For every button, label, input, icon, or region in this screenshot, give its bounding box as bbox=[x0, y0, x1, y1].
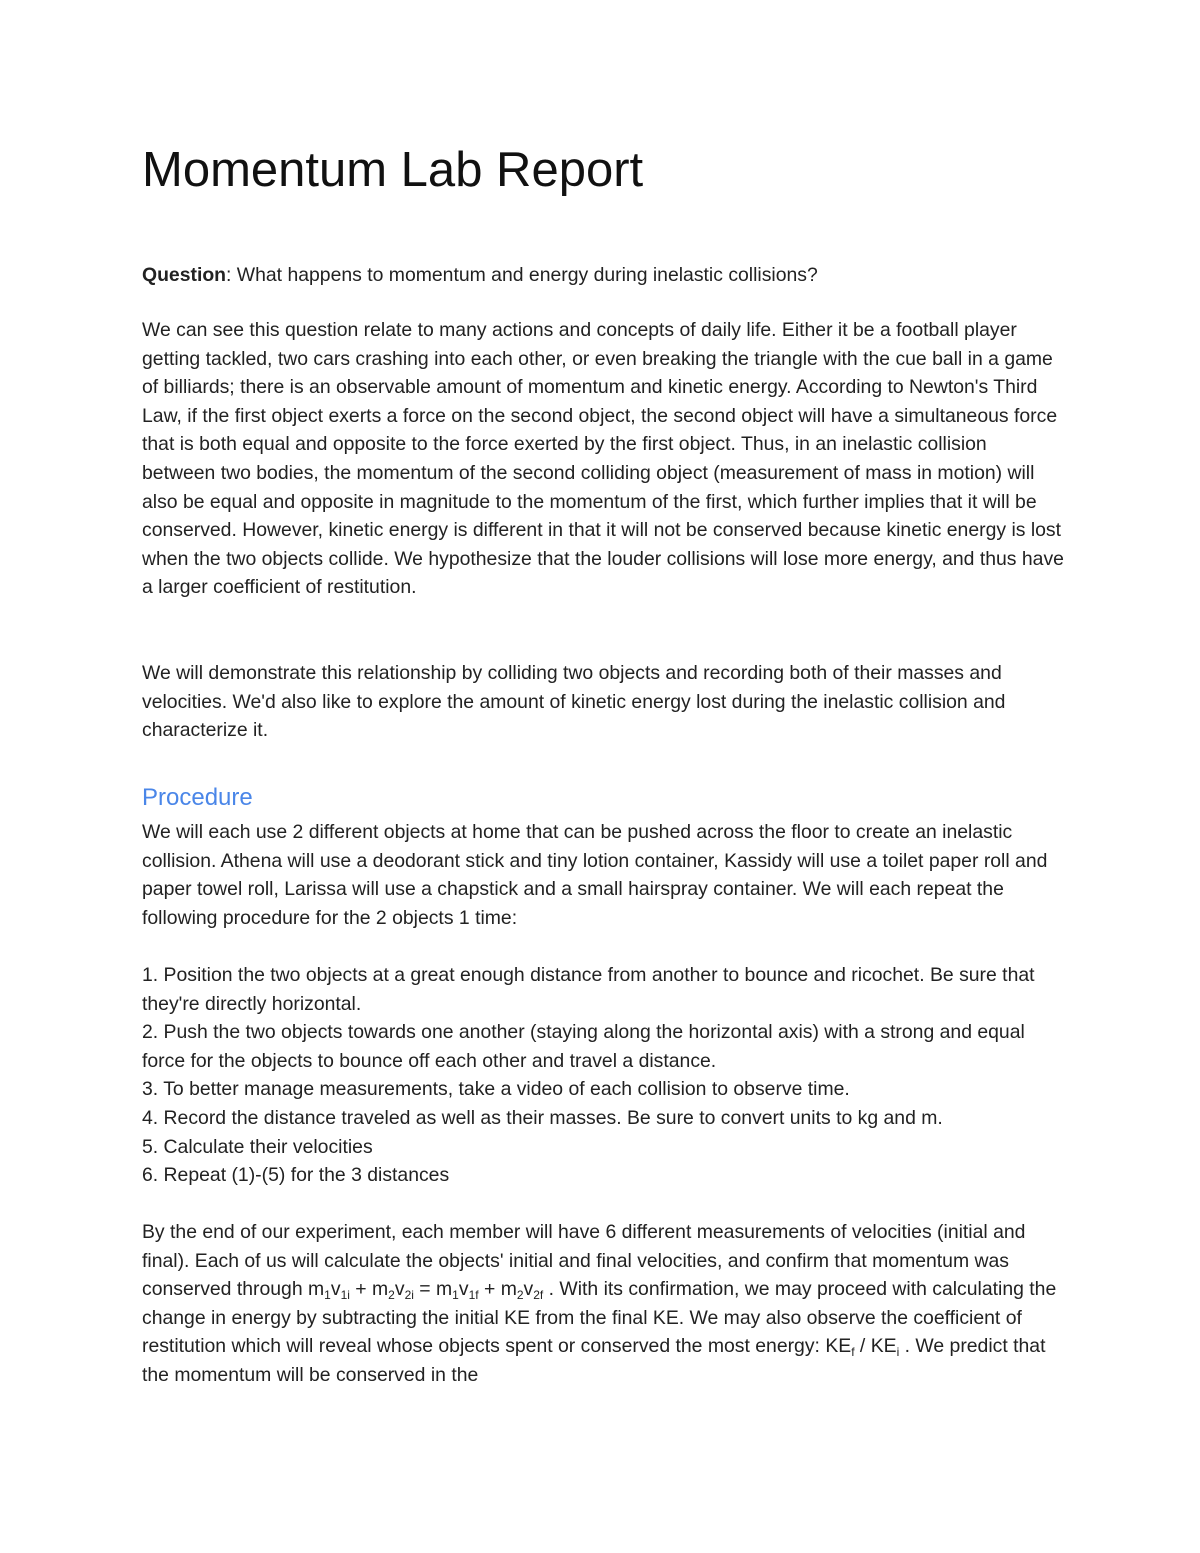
closing-text-2: . With its confirmation, we may proceed with calculating the change in energy by subtracting the initial KE from the final KE. We may also observe the coefficient of restitution which will reveal whose objects spent or conserved the most energy: bbox=[142, 1278, 1057, 1358]
procedure-step: 6. Repeat (1)-(5) for the 3 distances bbox=[142, 1164, 450, 1187]
procedure-step: 4. Record the distance traveled as well as their masses. Be sure to convert units to kg and m. bbox=[142, 1106, 943, 1129]
closing-text-1: By the end of our experiment, each member will have 6 different measurements of velocities (initial and final). Each of us will calculate the objects' initial and final velocities, and confirm that momentum was conserved through bbox=[142, 1221, 1026, 1301]
momentum-formula: $m_1v_{1i} + m_2v_{2i} = m_1v_{1f} + m_2v_{2f}$ bbox=[308, 1278, 544, 1303]
procedure-step: 3. To better manage measurements, take a video of each collision to observe time. bbox=[142, 1078, 850, 1101]
procedure-step: 5. Calculate their velocities bbox=[142, 1135, 373, 1158]
closing-text-3: . We predict that the momentum will be conserved in the bbox=[142, 1335, 1046, 1386]
procedure-heading: Procedure bbox=[142, 784, 253, 811]
restitution-formula: $KE_f / KE_i$ bbox=[825, 1335, 900, 1360]
question-paragraph bbox=[142, 261, 1064, 290]
question-text: : What happens to momentum and energy during inelastic collisions? bbox=[226, 264, 818, 286]
procedure-intro: We will each use 2 different objects at home that can be pushed across the floor to create an inelastic collision. Athena will use a deodorant stick and tiny lotion container, Kassidy will use a toilet paper roll and paper towel roll, Larissa will use a chapstick and a small hairspray container. We will each repeat the following procedure for the 2 objects 1 time: bbox=[142, 821, 1048, 929]
procedure-step: 1. Position the two objects at a great enough distance from another to bounce and ricochet. Be sure that they're directly horizontal. bbox=[142, 964, 1035, 1015]
intro-paragraph: We can see this question relate to many actions and concepts of daily life. Either it be a football player getting tackled, two cars crashing into each other, or even breaking the triangle with the cue ball in a game of billiards; there is an observable amount of momentum and kinetic energy. According to Newton's Third Law, if the first object exerts a force on the second object, the second object will have a simultaneous force that is both equal and opposite to the force exerted by the first object. Thus, in an inelastic collision between two bodies, the momentum of the second colliding object (measurement of mass in motion) will also be equal and opposite in magnitude to the momentum of the first, which further implies that it will be conserved. However, kinetic energy is different in that it will not be conserved because kinetic energy is lost when the two objects collide. We hypothesize that the louder collisions will lose more energy, and thus have a larger coefficient of restitution. bbox=[142, 319, 1064, 599]
procedure-step: 2. Push the two objects towards one another (staying along the horizontal axis) with a strong and equal force for the objects to bounce off each other and travel a distance. bbox=[142, 1021, 1025, 1072]
procedure-steps bbox=[142, 961, 1064, 1190]
page-title: Momentum Lab Report bbox=[142, 143, 644, 197]
question-label: Question bbox=[142, 264, 227, 286]
closing-paragraph bbox=[142, 1218, 1064, 1390]
demo-paragraph: We will demonstrate this relationship by colliding two objects and recording both of their masses and velocities. We'd also like to explore the amount of kinetic energy lost during the inelastic collision and characterize it. bbox=[142, 662, 1006, 742]
